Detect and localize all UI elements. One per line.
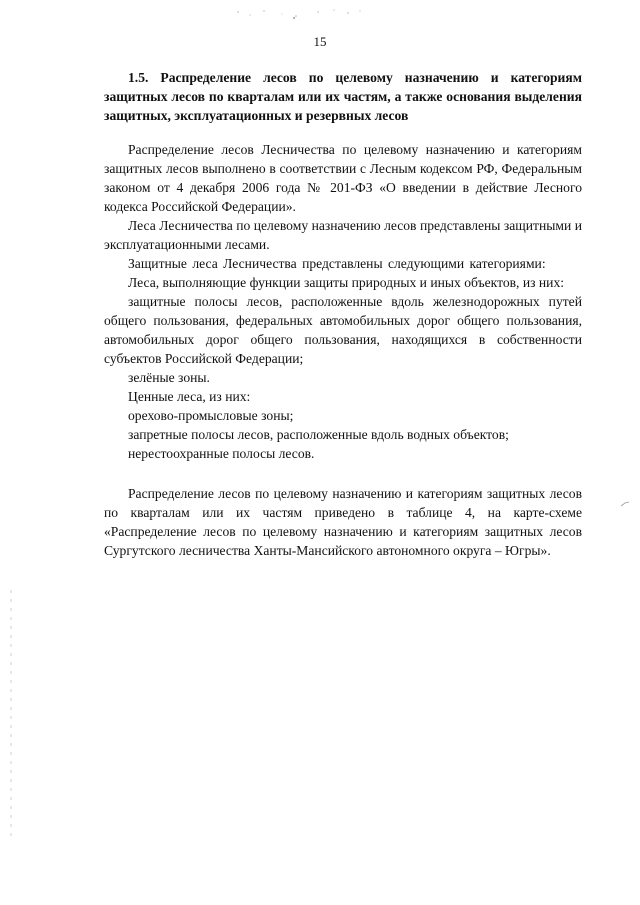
paragraph-table-reference: Распределение лесов по целевому назначению и категориям защитных лесов по кварталам или их частям приведено в таблице 4, на карте-схеме «Распределение лесов по целевому назначению и категориям защитных лесов Сургутского лесничества Ханты-Мансийского автономного округа – Югры». <box>104 486 582 558</box>
list-item-protective-strips: защитные полосы лесов, расположенные вдоль железнодорожных путей общего пользования, федеральных автомобильных дорог общего пользования, автомобильных дорог общего пользования, находящихся в собственности субъектов Российской Федерации; <box>104 294 582 366</box>
scan-edge-mark <box>10 590 12 840</box>
page-number: 15 <box>313 34 327 49</box>
list-item-nut-zones: орехово-промысловые зоны; <box>128 408 294 423</box>
paragraph-protective-categories: Защитные леса Лесничества представлены следующими категориями: <box>128 256 546 271</box>
scan-artifact <box>230 6 370 22</box>
paragraph-protection-functions: Леса, выполняющие функции защиты природных и иных объектов, из них: <box>128 275 565 290</box>
document-body <box>104 140 582 463</box>
list-item-valuable-forests: Ценные леса, из них: <box>128 389 251 404</box>
paragraph-legal-basis: Распределение лесов Лесничества по целевому назначению и категориям защитных лесов выполнено в соответствии с Лесным кодексом РФ, Федеральным законом от 4 декабря 2006 года № 201-ФЗ «О введении в действие Лесного кодекса Российской Федерации». <box>104 142 582 214</box>
list-item-green-zones: зелёные зоны. <box>128 370 210 385</box>
section-heading: 1.5. Распределение лесов по целевому назначению и категориям защитных лесов по кварталам или их частям, а также основания выделения защитных, эксплуатационных и резервных лесов <box>104 70 582 123</box>
document-body-closing <box>104 484 582 560</box>
list-item-water-strips: запретные полосы лесов, расположенные вдоль водных объектов; <box>128 427 509 442</box>
list-item-spawning-strips: нерестоохранные полосы лесов. <box>128 446 315 461</box>
paragraph-forest-purpose: Леса Лесничества по целевому назначению лесов представлены защитными и эксплуатационными лесами. <box>104 218 582 252</box>
scan-side-mark <box>620 500 630 508</box>
